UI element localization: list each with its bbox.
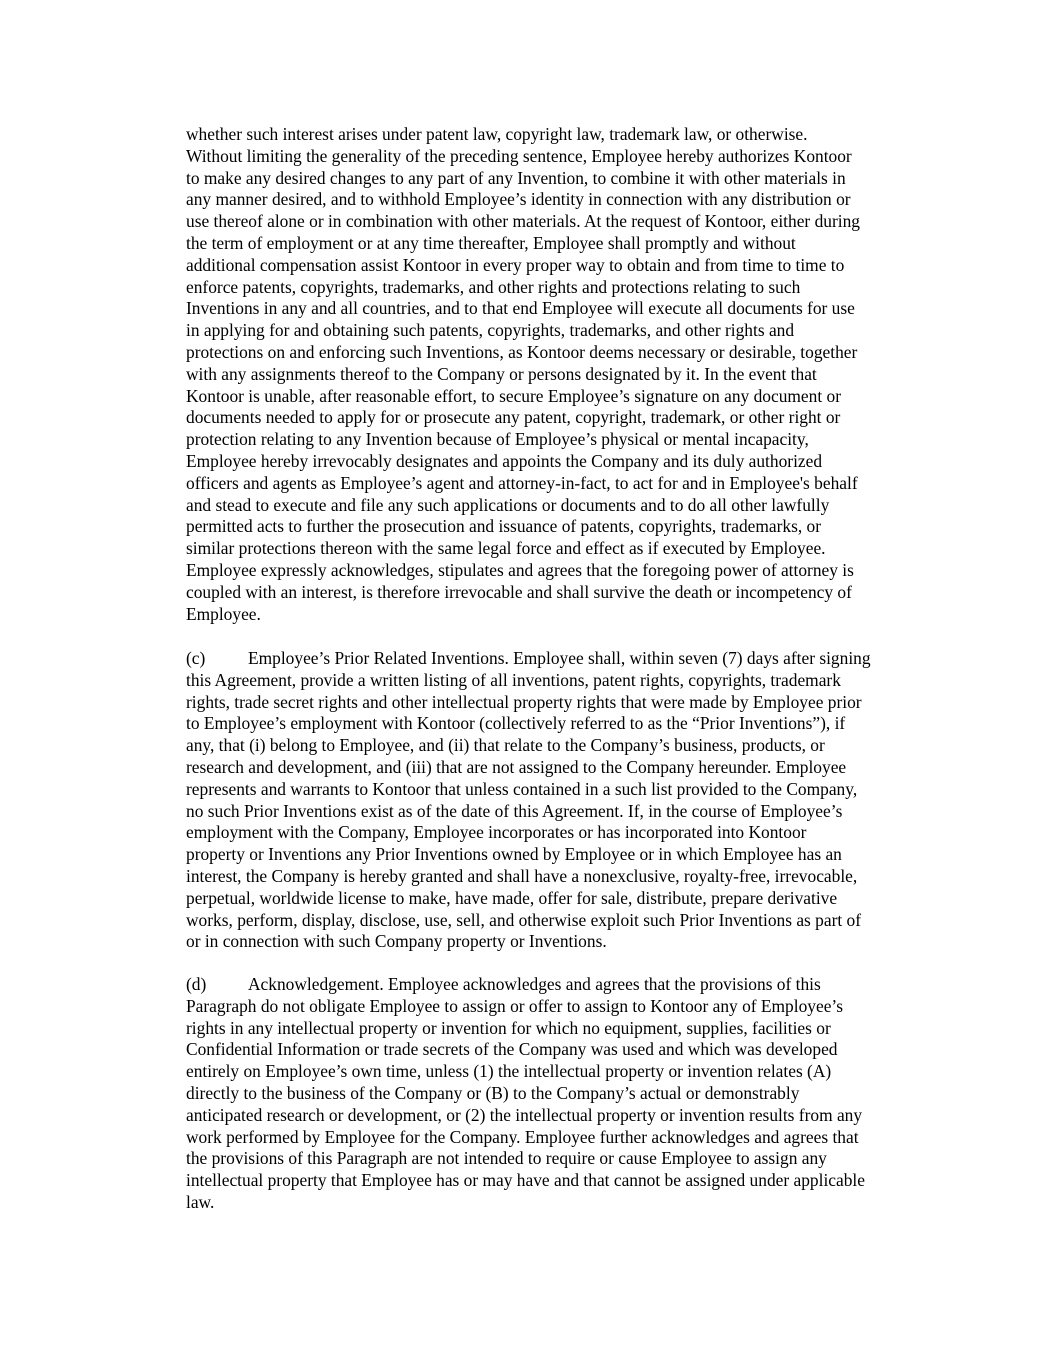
- text-line: any, that (i) belong to Employee, and (ii) that relate to the Company’s business, products, or: [186, 735, 825, 756]
- text-line: with any assignments thereof to the Company or persons designated by it. In the event that: [186, 363, 817, 384]
- text-line: Confidential Information or trade secrets of the Company was used and which was developed: [186, 1039, 838, 1060]
- text-line: in applying for and obtaining such patents, copyrights, trademarks, and other rights and: [186, 320, 795, 341]
- text-line: perpetual, worldwide license to make, have made, offer for sale, distribute, prepare derivative: [186, 887, 838, 908]
- text-line: no such Prior Inventions exist as of the date of this Agreement. If, in the course of Employee’s: [186, 800, 843, 821]
- text-line: protection relating to any Invention because of Employee’s physical or mental incapacity,: [186, 429, 809, 450]
- text-line: works, perform, display, disclose, use, sell, and otherwise exploit such Prior Inventions as part of: [186, 909, 862, 930]
- text-line: Employee.: [186, 603, 261, 624]
- text-line: officers and agents as Employee’s agent and attorney-in-fact, to act for and in Employee's behalf: [186, 472, 858, 493]
- text-line: this Agreement, provide a written listing of all inventions, patent rights, copyrights, trademark: [186, 669, 841, 690]
- text-line: directly to the business of the Company or (B) to the Company’s actual or demonstrably: [186, 1082, 800, 1103]
- text-line: interest, the Company is hereby granted and shall have a nonexclusive, royalty-free, irrevocable,: [186, 865, 858, 886]
- section-d-label: (d): [186, 974, 207, 994]
- text-line: to Employee’s employment with Kontoor (collectively referred to as the “Prior Inventions”), if: [186, 713, 846, 734]
- section-c: [186, 648, 936, 953]
- text-line: Inventions in any and all countries, and to that end Employee will execute all documents for use: [186, 298, 855, 319]
- text-line: property or Inventions any Prior Inventions owned by Employee or in which Employee has an: [186, 844, 842, 865]
- section-c-first-line: [186, 648, 936, 670]
- section-c-label: (c): [186, 648, 206, 668]
- text-line: law.: [186, 1191, 215, 1212]
- text-line: entirely on Employee’s own time, unless (1) the intellectual property or invention relates (A): [186, 1061, 832, 1082]
- text-line: documents needed to apply for or prosecute any patent, copyright, trademark, or other right or: [186, 407, 841, 428]
- text-line: the term of employment or at any time thereafter, Employee shall promptly and without: [186, 232, 796, 253]
- section-d: [186, 974, 936, 1214]
- paragraph-continuation: [186, 124, 936, 625]
- text-line: Employee hereby irrevocably designates and appoints the Company and its duly authorized: [186, 450, 823, 471]
- text-line: to make any desired changes to any part of any Invention, to combine it with other materials in: [186, 167, 846, 188]
- text-line: and stead to execute and file any such applications or documents and to do all other lawfully: [186, 494, 830, 515]
- text-line: or in connection with such Company property or Inventions.: [186, 931, 607, 952]
- text-line: Employee expressly acknowledges, stipulates and agrees that the foregoing power of attorney is: [186, 559, 854, 580]
- text-line: similar protections thereon with the same legal force and effect as if executed by Employee.: [186, 538, 826, 559]
- text-line: employment with the Company, Employee incorporates or has incorporated into Kontoor: [186, 822, 807, 843]
- section-d-heading-text: Acknowledgement. Employee acknowledges and agrees that the provisions of this: [248, 974, 821, 994]
- text-line: intellectual property that Employee has or may have and that cannot be assigned under applicable: [186, 1170, 865, 1191]
- section-c-heading-text: Employee’s Prior Related Inventions. Employee shall, within seven (7) days after signing: [248, 648, 871, 668]
- text-line: work performed by Employee for the Company. Employee further acknowledges and agrees that: [186, 1126, 859, 1147]
- text-line: whether such interest arises under patent law, copyright law, trademark law, or otherwise.: [186, 124, 808, 144]
- text-line: permitted acts to further the prosecution and issuance of patents, copyrights, trademarks, or: [186, 516, 822, 537]
- text-line: Kontoor is unable, after reasonable effort, to secure Employee’s signature on any document or: [186, 385, 841, 406]
- text-line: use thereof alone or in combination with other materials. At the request of Kontoor, either during: [186, 211, 860, 232]
- text-line: Without limiting the generality of the preceding sentence, Employee hereby authorizes Kontoor: [186, 145, 852, 166]
- section-d-first-line: [186, 974, 936, 996]
- text-line: Paragraph do not obligate Employee to assign or offer to assign to Kontoor any of Employee’s: [186, 995, 844, 1016]
- text-line: anticipated research or development, or (2) the intellectual property or invention results from any: [186, 1104, 863, 1125]
- text-line: enforce patents, copyrights, trademarks, and other rights and protections relating to such: [186, 276, 801, 297]
- text-line: represents and warrants to Kontoor that unless contained in a such list provided to the Company,: [186, 778, 858, 799]
- text-line: the provisions of this Paragraph are not intended to require or cause Employee to assign any: [186, 1148, 827, 1169]
- text-line: research and development, and (iii) that are not assigned to the Company hereunder. Employee: [186, 756, 847, 777]
- text-line: rights, trade secret rights and other intellectual property rights that were made by Employee prior: [186, 691, 862, 712]
- text-line: additional compensation assist Kontoor in every proper way to obtain and from time to time to: [186, 254, 845, 275]
- text-line: rights in any intellectual property or invention for which no equipment, supplies, facilities or: [186, 1017, 831, 1038]
- text-line: any manner desired, and to withhold Employee’s identity in connection with any distribution or: [186, 189, 851, 210]
- text-line: coupled with an interest, is therefore irrevocable and shall survive the death or incompetency of: [186, 581, 852, 602]
- text-line: protections on and enforcing such Inventions, as Kontoor deems necessary or desirable, together: [186, 341, 858, 362]
